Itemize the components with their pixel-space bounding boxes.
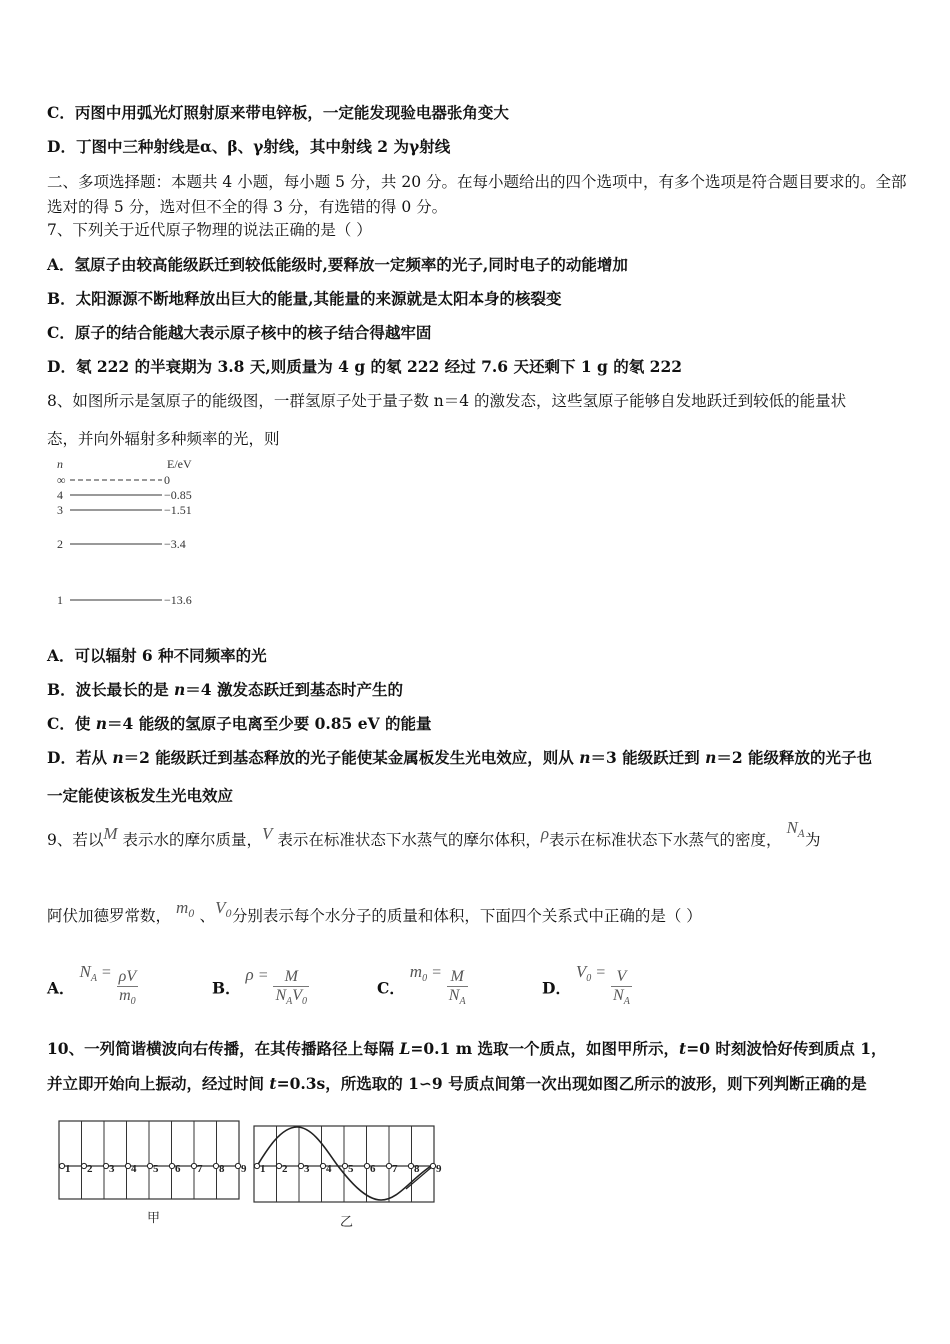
e-axis-label: E/eV: [167, 457, 192, 471]
q9-option-d: D． $V_0$ = $\frac{V}{N_A}$: [542, 968, 632, 1011]
particle-label: 1: [65, 1163, 71, 1175]
level-n-label: 4: [57, 488, 63, 502]
particle-dot: [235, 1163, 240, 1168]
q7-option-c: C．原子的结合能越大表示原子核中的核子结合得越牢固: [47, 323, 432, 342]
q6-option-d: D．丁图中三种射线是α、β、γ射线，其中射线 2 为γ射线: [47, 137, 451, 156]
q9-option-a: A． $N_A$ = $\frac{\rho V}{m_0}$: [47, 968, 138, 1011]
q10-stem-line2: 并立即开始向上振动，经过时间 t=0.3s，所选取的 1∽9 号质点间第一次出现如图乙所示的波形，则下列判断正确的是: [47, 1074, 867, 1093]
particle-label: 3: [109, 1163, 115, 1175]
particle-label: 7: [197, 1163, 203, 1175]
wave-front-segment: [406, 1166, 433, 1189]
particle-label: 2: [282, 1163, 288, 1175]
wave-figure-yi: [250, 1118, 450, 1233]
q9-stem-line1: 9、若以M 表示水的摩尔质量，V 表示在标准状态下水蒸气的摩尔体积，ρ表示在标准状态下水蒸气的密度， $N_A$为: [47, 818, 821, 849]
particle-label: 9: [436, 1163, 442, 1175]
q10-stem-line1: 10、一列简谐横波向右传播，在其传播路径上每隔 L=0.1 m 选取一个质点，如图甲所示，t=0 时刻波恰好传到质点 1，: [47, 1039, 887, 1058]
q9-stem-line2: 阿伏加德罗常数， $m_0$ 、$V_0$分别表示每个水分子的质量和体积，下面四个关系式中正确的是（ ）: [47, 898, 702, 925]
section2-header: 二、多项选择题：本题共 4 小题，每小题 5 分，共 20 分。在每小题给出的四个选项中，有多个选项是符合题目要求的。全部选对的得 5 分，选对但不全的得 3 分，有选错的得 0 分。: [47, 173, 907, 216]
particle-dot: [364, 1163, 369, 1168]
q7-stem: 7、下列关于近代原子物理的说法正确的是（ ）: [47, 221, 372, 239]
particle-dot: [213, 1163, 218, 1168]
particle-dot: [147, 1163, 152, 1168]
level-n-label: 2: [57, 537, 63, 551]
level-energy-label: 0: [164, 473, 170, 487]
particle-dot: [254, 1163, 259, 1168]
energy-level-diagram: [50, 455, 220, 615]
q8-option-d-line1: D．若从 n＝2 能级跃迁到基态释放的光子能使某金属板发生光电效应，则从 n＝3 能级跃迁到 n＝2 能级释放的光子也: [47, 748, 873, 767]
level-energy-label: −1.51: [164, 503, 192, 517]
particle-label: 1: [260, 1163, 266, 1175]
level-energy-label: −13.6: [164, 593, 192, 607]
particle-dot: [320, 1163, 325, 1168]
q8-stem-line2: 态，并向外辐射多种频率的光，则: [47, 430, 280, 448]
q8-option-d-line2: 一定能使该板发生光电效应: [47, 786, 234, 805]
level-n-label: ∞: [57, 473, 66, 487]
level-n-label: 1: [57, 593, 63, 607]
particle-dot: [276, 1163, 281, 1168]
jia-label: 甲: [147, 1210, 161, 1225]
q8-option-a: A．可以辐射 6 种不同频率的光: [47, 646, 267, 665]
particle-dot: [191, 1163, 196, 1168]
particle-dot: [59, 1163, 64, 1168]
particle-label: 6: [370, 1163, 376, 1175]
wave-figure-jia: [55, 1118, 245, 1228]
particle-label: 6: [175, 1163, 181, 1175]
particle-label: 8: [219, 1163, 225, 1175]
particle-dot: [169, 1163, 174, 1168]
particle-dot: [342, 1163, 347, 1168]
q7-option-d: D．氡 222 的半衰期为 3.8 天,则质量为 4 g 的氡 222 经过 7.6 天还剩下 1 g 的氡 222: [47, 357, 683, 376]
particle-label: 8: [414, 1163, 420, 1175]
particle-dot: [298, 1163, 303, 1168]
particle-label: 5: [153, 1163, 159, 1175]
particle-dot: [408, 1163, 413, 1168]
particle-label: 9: [241, 1163, 247, 1175]
particle-label: 4: [131, 1163, 137, 1175]
q8-stem-line1: 8、如图所示是氢原子的能级图，一群氢原子处于量子数 n＝4 的激发态，这些氢原子能够自发地跃迁到较低的能量状: [47, 392, 847, 410]
q7-option-b: B．太阳源源不断地释放出巨大的能量,其能量的来源就是太阳本身的核裂变: [47, 289, 562, 308]
particle-label: 3: [304, 1163, 310, 1175]
yi-label: 乙: [340, 1214, 354, 1229]
particle-dot: [103, 1163, 108, 1168]
level-energy-label: −3.4: [164, 537, 186, 551]
q7-option-a: A．氢原子由较高能级跃迁到较低能级时,要释放一定频率的光子,同时电子的动能增加: [47, 255, 628, 274]
particle-label: 4: [326, 1163, 332, 1175]
particle-dot: [125, 1163, 130, 1168]
particle-dot: [386, 1163, 391, 1168]
q9-option-b: B． ρ = $\frac{M}{N_AV_0}$: [212, 968, 309, 1011]
particle-label: 2: [87, 1163, 93, 1175]
level-energy-label: −0.85: [164, 488, 192, 502]
particle-dot: [81, 1163, 86, 1168]
n-axis-label: n: [57, 457, 63, 471]
particle-dot: [430, 1163, 435, 1168]
level-n-label: 3: [57, 503, 63, 517]
q8-option-b: B．波长最长的是 n＝4 激发态跃迁到基态时产生的: [47, 680, 403, 699]
q6-option-c: C．丙图中用弧光灯照射原来带电锌板，一定能发现验电器张角变大: [47, 103, 509, 122]
particle-label: 5: [348, 1163, 354, 1175]
q9-option-c: C． $m_0$ = $\frac{M}{N_A}$: [377, 968, 468, 1011]
q8-option-c: C．使 n＝4 能级的氢原子电离至少要 0.85 eV 的能量: [47, 714, 432, 733]
particle-label: 7: [392, 1163, 398, 1175]
